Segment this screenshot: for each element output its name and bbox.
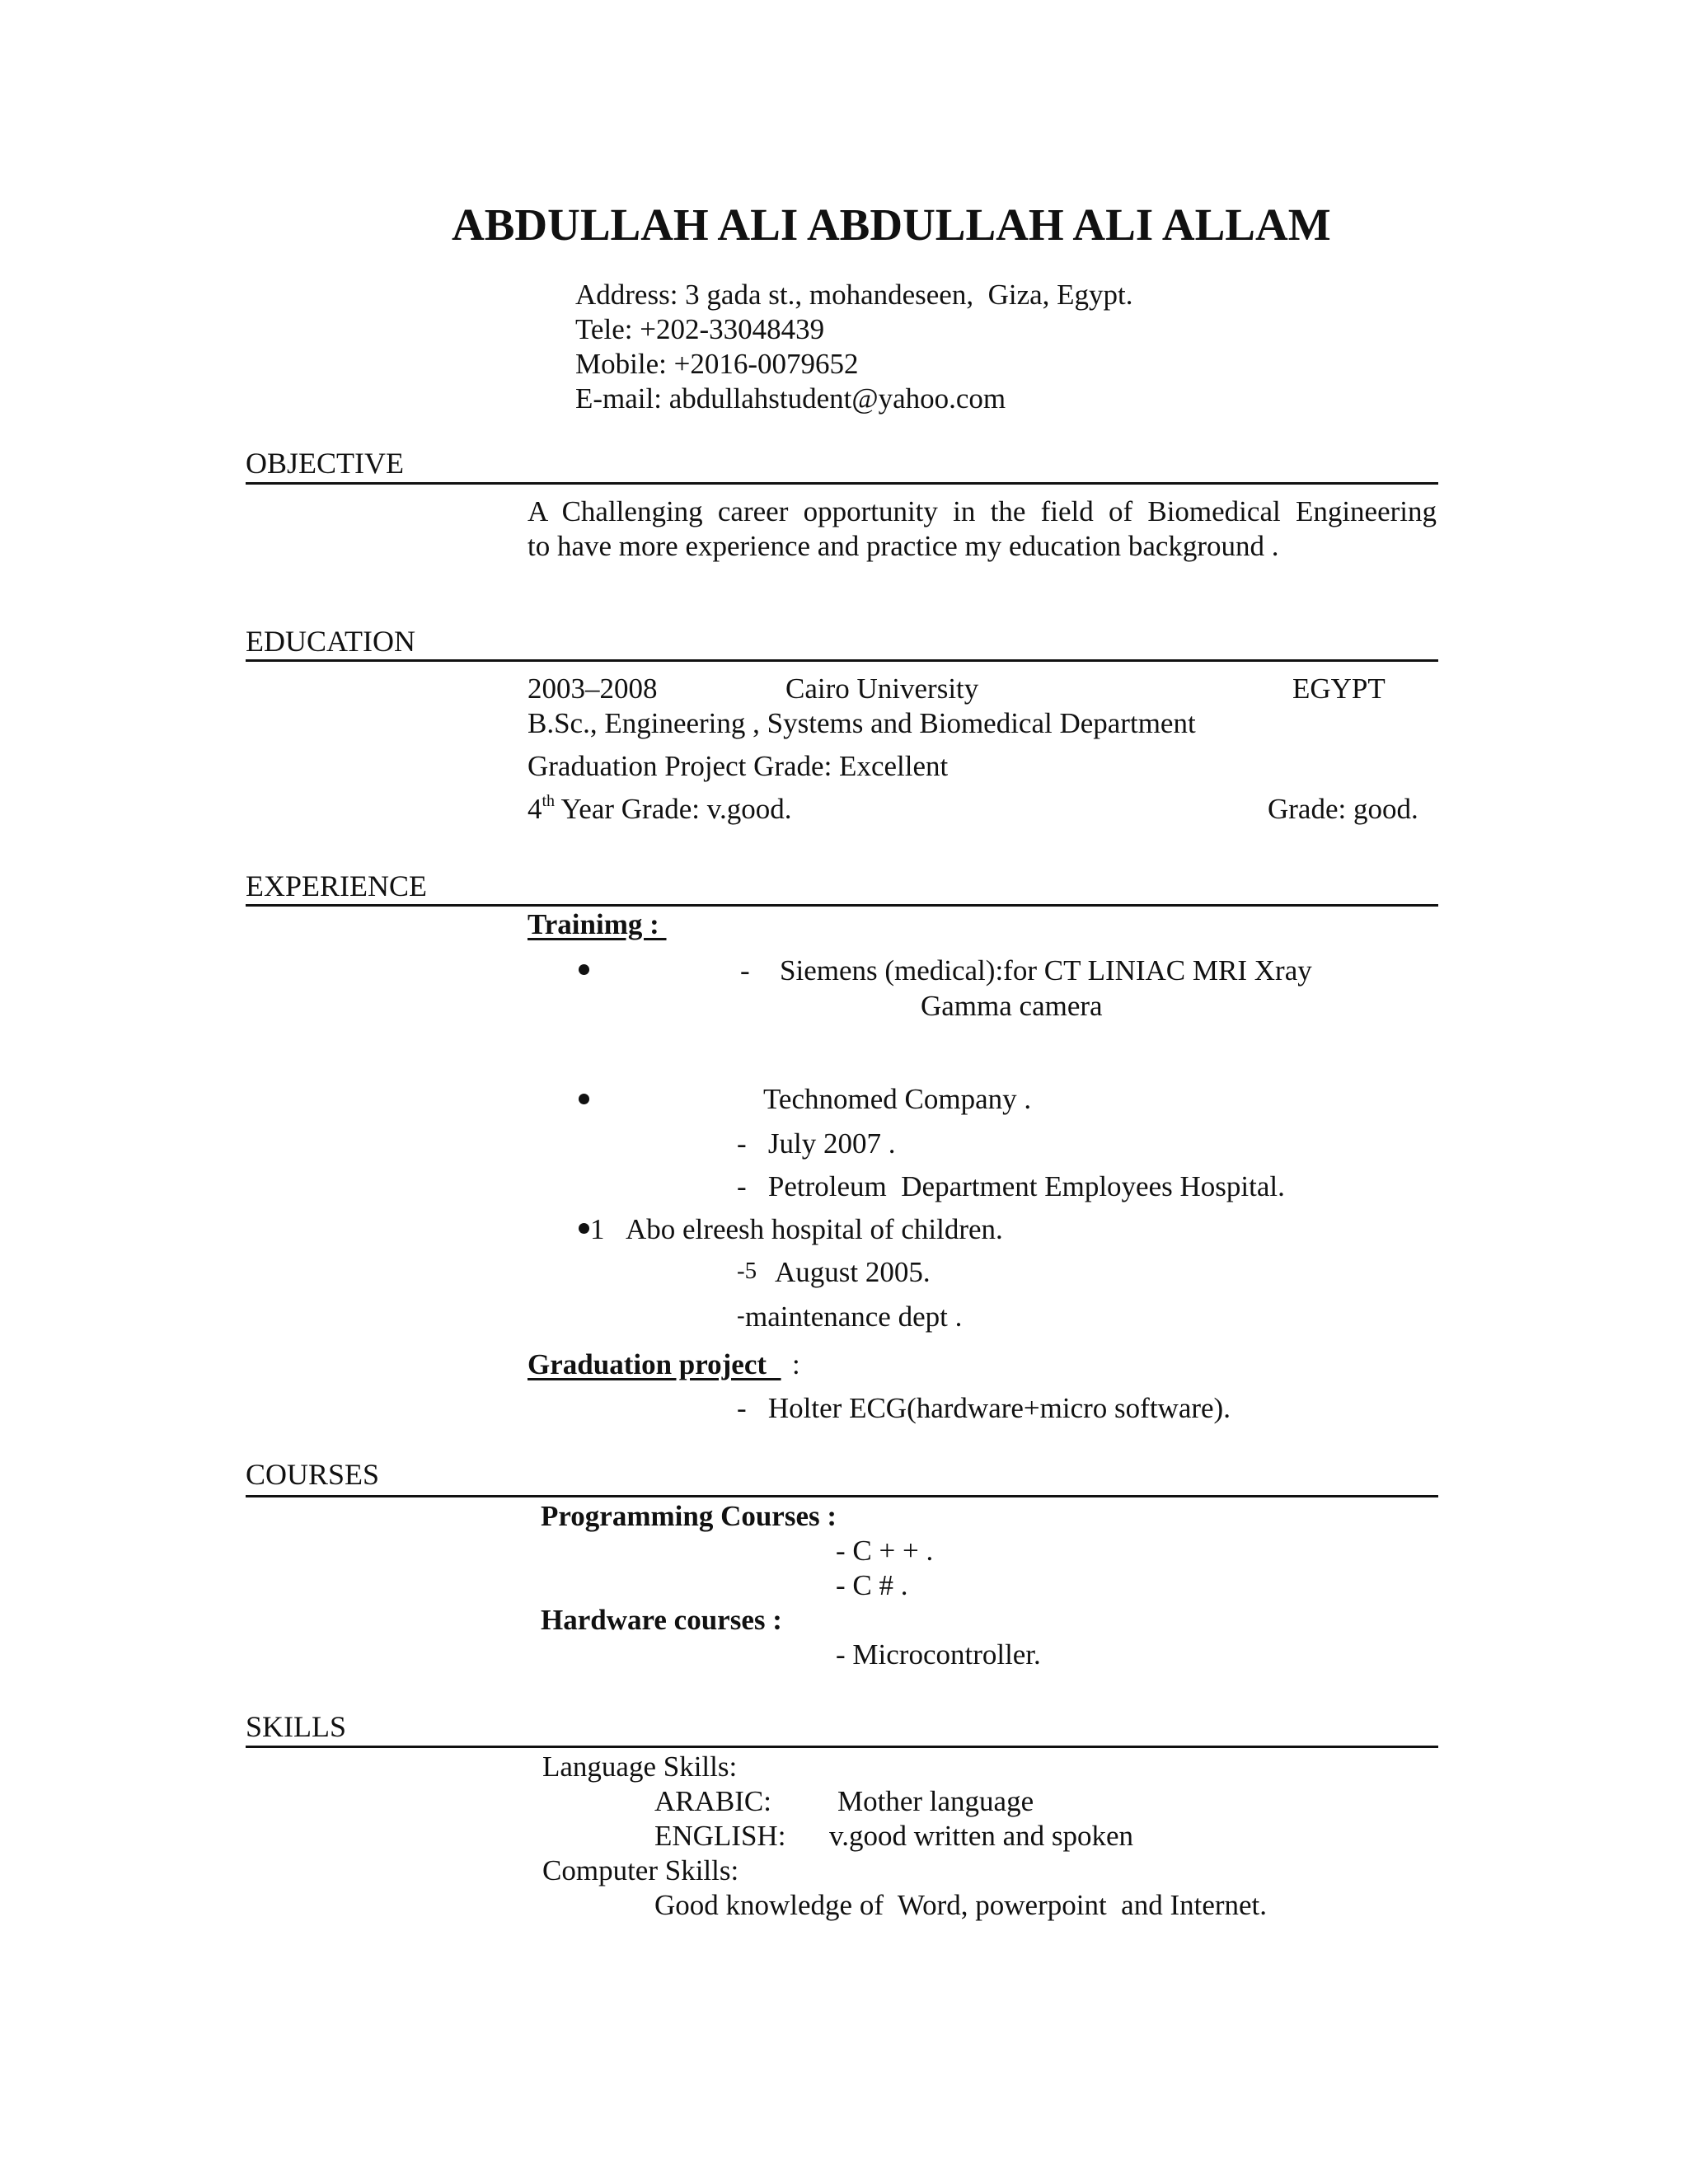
computer-skills-value: Good knowledge of Word, powerpoint and Internet.	[654, 1889, 1268, 1921]
computer-skills-heading: Computer Skills:	[542, 1854, 739, 1886]
section-divider	[246, 659, 1438, 662]
skill-arabic-label: ARABIC:	[654, 1785, 771, 1817]
section-divider	[246, 1746, 1438, 1748]
language-skills-heading: Language Skills:	[542, 1750, 738, 1783]
training-siemens-line-1: Siemens (medical):for CT LINIAC MRI Xray	[780, 954, 1312, 987]
contact-address: Address: 3 gada st., mohandeseen, Giza, Egypt.	[575, 279, 1133, 311]
education-country: EGYPT	[1292, 673, 1386, 705]
graduation-project: - Holter ECG(hardware+micro software).	[737, 1392, 1231, 1424]
skill-english-label: ENGLISH:	[654, 1820, 786, 1852]
course-csharp: - C # .	[836, 1569, 908, 1601]
education-project-grade: Graduation Project Grade: Excellent	[528, 750, 949, 782]
programming-courses-heading: Programming Courses :	[541, 1500, 837, 1532]
contact-email: E-mail: abdullahstudent@yahoo.com	[575, 382, 1006, 415]
section-objective-heading: OBJECTIVE	[246, 447, 404, 480]
resume-name: ABDULLAH ALI ABDULLAH ALI ALLAM	[452, 199, 1331, 250]
skill-arabic-value: Mother language	[837, 1785, 1034, 1817]
training-technomed-place: - Petroleum Department Employees Hospital.	[737, 1170, 1285, 1202]
contact-mobile: Mobile: +2016-0079652	[575, 348, 859, 380]
section-skills-heading: SKILLS	[246, 1710, 347, 1743]
training-technomed: Technomed Company .	[763, 1083, 1032, 1115]
section-divider	[246, 482, 1438, 485]
graduation-project-colon: :	[792, 1348, 800, 1380]
section-experience-heading: EXPERIENCE	[246, 869, 427, 902]
section-divider	[246, 1495, 1438, 1497]
training-abo-number: 1	[590, 1213, 605, 1245]
training-abo-dept-prefix: -	[737, 1302, 745, 1329]
training-technomed-date: - July 2007 .	[737, 1127, 896, 1160]
graduation-project-heading: Graduation project	[528, 1348, 781, 1380]
objective-line-1: A Challenging career opportunity in the field of Biomedical Engineering	[528, 495, 1437, 527]
training-abo: Abo elreesh hospital of children.	[626, 1213, 1003, 1245]
objective-line-2: to have more experience and practice my education background .	[528, 530, 1279, 562]
section-courses-heading: COURSES	[246, 1458, 380, 1491]
training-abo-date: August 2005.	[775, 1256, 931, 1288]
training-abo-dept: maintenance dept .	[745, 1301, 963, 1333]
siemens-dash: -	[740, 954, 750, 987]
education-degree: B.Sc., Engineering , Systems and Biomedical Department	[528, 707, 1196, 739]
section-education-heading: EDUCATION	[246, 625, 415, 658]
education-grade: Grade: good.	[1268, 793, 1418, 825]
bullet-icon	[579, 1094, 589, 1104]
skill-english-value: v.good written and spoken	[829, 1820, 1134, 1852]
education-years: 2003–2008	[528, 673, 658, 705]
course-microcontroller: - Microcontroller.	[836, 1638, 1041, 1671]
course-cpp: - C + + .	[836, 1535, 934, 1567]
training-abo-date-prefix: -5	[737, 1258, 757, 1284]
hardware-courses-heading: Hardware courses :	[541, 1604, 782, 1636]
training-siemens-line-2: Gamma camera	[921, 990, 1103, 1022]
bullet-icon	[579, 964, 589, 975]
bullet-icon	[579, 1223, 589, 1234]
training-heading: Trainimg :	[528, 908, 667, 940]
education-year4-grade: 4th Year Grade: v.good.	[528, 792, 792, 825]
contact-tele: Tele: +202-33048439	[575, 313, 825, 345]
education-university: Cairo University	[785, 673, 979, 705]
section-divider	[246, 904, 1438, 907]
